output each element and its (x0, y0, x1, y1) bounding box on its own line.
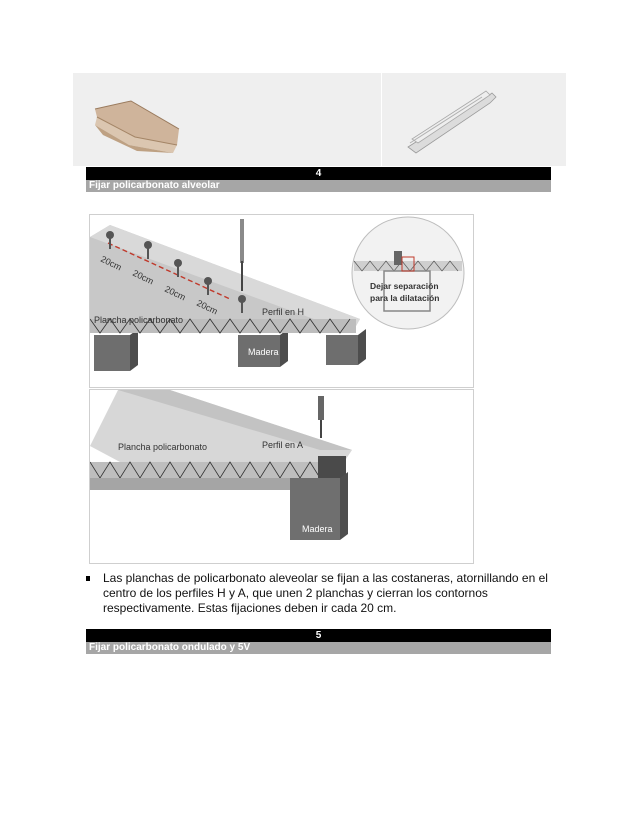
gap-note-line-2: para la dilatación (370, 293, 440, 303)
a-profile-photo (382, 73, 562, 166)
profiles-photo-strip (73, 73, 566, 166)
step-number-bar-4: 4 (86, 167, 551, 180)
expansion-gap-detail (352, 217, 464, 329)
bullet-text: Las planchas de policarbonato aleveolar se fijan a las costaneras, atornillando en el centro de los perfiles H y A, que unen 2 planchas y cierran los contornos respectivamente. Estas fijaciones deben ir cada 20 cm. (103, 571, 548, 615)
h-profile-label: Perfil en H (262, 307, 305, 317)
step-title-5: Fijar policarbonato ondulado y 5V (86, 642, 551, 654)
a-profile-label: Perfil en A (262, 440, 304, 450)
screwdriver-icon-2 (318, 396, 324, 420)
spacing-label-1: 20cm (99, 253, 124, 273)
h-profile-illustration (89, 214, 474, 388)
sheet-label: Plancha policarbonato (94, 315, 184, 325)
a-profile-illustration (89, 389, 474, 564)
bullet-icon (86, 576, 90, 581)
spacing-label-3: 20cm (163, 283, 188, 303)
step-number-bar-5: 5 (86, 629, 551, 642)
wood-label-2: Madera (302, 524, 333, 534)
spacing-label-2: 20cm (131, 267, 156, 287)
screwdriver-icon (240, 219, 244, 263)
step-title-4: Fijar policarbonato alveolar (86, 180, 551, 192)
gap-note-line-1: Dejar separación (370, 281, 439, 291)
spacing-label-4: 20cm (195, 297, 220, 317)
wood-label: Madera (248, 347, 279, 357)
sheet-label-2: Plancha policarbonato (118, 442, 208, 452)
